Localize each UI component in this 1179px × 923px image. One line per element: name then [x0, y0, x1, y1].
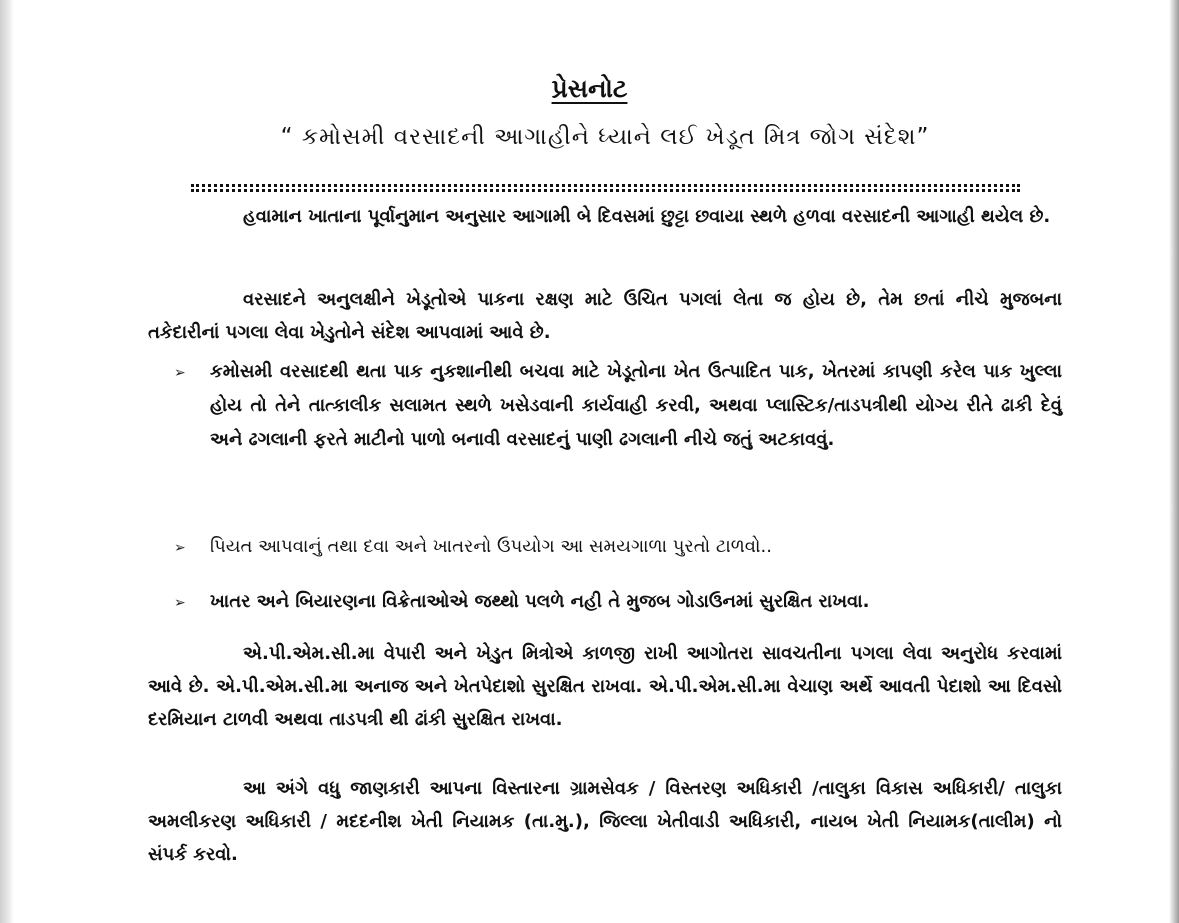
dotted-divider: [191, 189, 1020, 192]
apmc-paragraph: એ.પી.એમ.સી.મા વેપારી અને ખેડુત મિત્રોએ કાળજી રાખી આગોતરા સાવચતીના પગલા લેવા અનુરોધ કરવામાં આવે છે. એ.પી.એમ.સી.મા અનાજ અને ખેતપેદાશો સુરક્ષિત રાખવા. એ.પી.એમ.સી.મા વેચાણ અર્થે આવતી પેદાશો આ દિવસો દરમિયાન ટાળવી અથવા તાડપત્રી થી ઢાંકી સુરક્ષિત રાખવા.: [148, 643, 1062, 730]
arrowhead-bullet-icon: ➢: [174, 595, 186, 611]
bullet-text: કમોસમી વરસાદથી થતા પાક નુકશાનીથી બચવા માટે ખેડૂતોના ખેત ઉત્પાદિત પાક, ખેતરમાં કાપણી કરેલ પાક ખુલ્લા હોય તો તેને તાત્કાલીક સલામત સ્થળે ખસેડવાની કાર્યવાહી કરવી, અથવા પ્લાસ્ટિક/તાડપત્રીથી યોગ્ય રીતે ઢાકી દેવું અને ઢગલાની ફરતે માટીનો પાળો બનાવી વરસાદનું પાણી ઢગલાની નીચે જતું અટકાવવું.: [210, 361, 1062, 450]
page-subtitle: “ કમોસમી વરસાદની આગાહીને ધ્યાને લઈ ખેડૂત મિત્ર જોગ સંદેશ”: [280, 124, 930, 150]
bullet-item: [174, 585, 1062, 620]
arrowhead-bullet-icon: ➢: [174, 540, 186, 556]
bullet-text: ખાતર અને બિયારણના વિક્રેતાઓએ જથ્થો પલળે નહી તે મુજબ ગોડાઉનમાં સુરક્ષિત રાખવા.: [210, 591, 870, 612]
dotted-divider: [191, 184, 1020, 187]
bullet-item: [174, 355, 1062, 457]
bullet-item: [174, 530, 1062, 565]
contact-paragraph: આ અંગે વધુ જાણકારી આપના વિસ્તારના ગ્રામસેવક / વિસ્તરણ અધિકારી /તાલુકા વિકાસ અધિકારી/ તાલુકા અમલીકરણ અધિકારી / મદદનીશ ખેતી નિયામક (તા.મુ.), જિલ્લા ખેતીવાડી અધિકારી, નાયબ ખેતી નિયામક(તાલીમ) નો સંપર્ક કરવો.: [148, 778, 1062, 865]
page-title: પ્રેસનોટ: [551, 74, 628, 103]
intro-paragraph: હવામાન ખાતાના પૂર્વાનુમાન અનુસાર આગામી બે દિવસમાં છુટ્ટા છવાયા સ્થળે હળવા વરસાદની આગાહી થયેલ છે.: [243, 206, 1051, 227]
bullet-text: પિયત આપવાનું તથા દવા અને ખાતરનો ઉપયોગ આ સમયગાળા પુરતો ટાળવો..: [210, 536, 772, 557]
arrowhead-bullet-icon: ➢: [174, 365, 186, 381]
advice-paragraph: વરસાદને અનુલક્ષીને ખેડૂતોએ પાકના રક્ષણ માટે ઉચિત પગલાં લેતા જ હોય છે, તેમ છતાં નીચે મુજબના તકેદારીનાં પગલા લેવા ખેડુતોને સંદેશ આપવામાં આવે છે.: [148, 289, 1062, 343]
